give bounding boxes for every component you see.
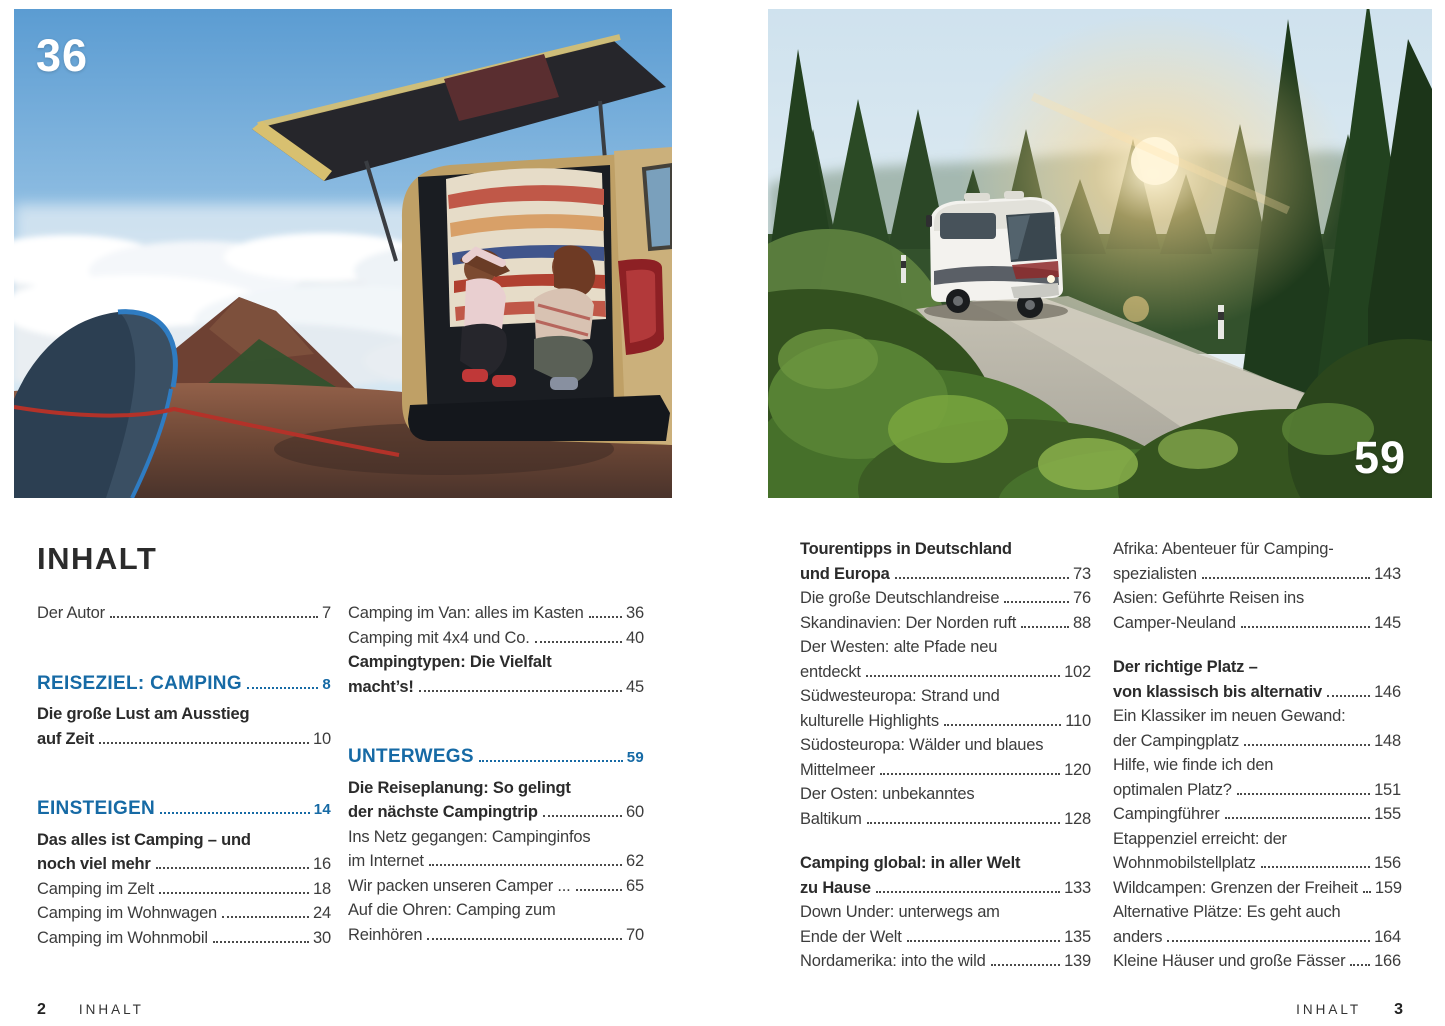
- dotted-leader: [1350, 964, 1370, 966]
- toc-entry: [348, 825, 644, 874]
- toc-entry: [37, 926, 331, 951]
- toc-entry: [800, 782, 1091, 831]
- toc-entry: [1113, 876, 1401, 901]
- toc-page-number: 60: [626, 803, 644, 821]
- footer-running-head-left: INHALT: [78, 1002, 144, 1017]
- toc-page-number: 102: [1064, 662, 1091, 681]
- dotted-leader: [576, 889, 623, 891]
- toc-entry: [800, 684, 1091, 733]
- toc-page-number: 59: [626, 749, 644, 766]
- camper-van-illustration: [14, 9, 672, 498]
- toc-entry: [800, 900, 1091, 949]
- dotted-leader: [867, 822, 1060, 824]
- dotted-leader: [535, 641, 622, 643]
- toc-entry-line: Campingtypen: Die Vielfalt: [348, 653, 552, 671]
- toc-entry-line: spezialisten 143: [1113, 562, 1401, 587]
- toc-title: INHALT: [37, 541, 158, 576]
- dotted-leader: [1241, 626, 1370, 628]
- toc-entry-line: Wildcampen: Grenzen der Freiheit 159: [1113, 876, 1401, 901]
- dotted-leader: [1261, 866, 1370, 868]
- dotted-leader: [589, 616, 622, 618]
- footer-right: [1296, 1001, 1403, 1019]
- toc-entry-line: Asien: Geführte Reisen ins: [1113, 589, 1305, 607]
- toc-page-number: 70: [626, 925, 644, 944]
- toc-page-number: 7: [322, 604, 331, 622]
- toc-entry: [800, 537, 1091, 586]
- dotted-leader: [1202, 577, 1370, 579]
- toc-page-number: 45: [626, 677, 644, 696]
- toc-entry-line: noch viel mehr 16: [37, 852, 331, 877]
- motorhome-illustration: [768, 9, 1432, 498]
- toc-entry: [800, 635, 1091, 684]
- toc-page-number: 76: [1073, 589, 1091, 607]
- toc-entry-line: von klassisch bis alternativ 146: [1113, 680, 1401, 705]
- toc-page-number: 36: [626, 604, 644, 622]
- dotted-leader: [156, 867, 309, 869]
- toc-page-number: 40: [626, 628, 644, 647]
- toc-page-number: 16: [313, 855, 331, 873]
- toc-entry: [348, 874, 644, 899]
- toc-entry-line: Die Reiseplanung: So gelingt: [348, 778, 571, 797]
- toc-entry-line: anders 164: [1113, 925, 1401, 950]
- dotted-leader: [991, 964, 1061, 966]
- toc-entry-line: Der Osten: unbekanntes: [800, 785, 975, 803]
- toc-entry: [37, 828, 331, 877]
- dotted-leader: [1237, 793, 1370, 795]
- dotted-leader: [543, 815, 622, 817]
- toc-entry-line: Ende der Welt 135: [800, 925, 1091, 950]
- toc-entry-line: Wir packen unseren Camper ... 65: [348, 874, 644, 899]
- footer-left: [37, 1001, 144, 1019]
- dotted-leader: [427, 938, 622, 940]
- toc-entry-line: Afrika: Abenteuer für Camping-: [1113, 540, 1334, 558]
- toc-entry-line: Ein Klassiker im neuen Gewand:: [1113, 707, 1346, 725]
- toc-entry-line: Camping mit 4x4 und Co. 40: [348, 626, 644, 651]
- toc-page-number: 135: [1064, 927, 1091, 946]
- toc-entry: [1113, 949, 1401, 974]
- toc-entry: [800, 611, 1091, 636]
- toc-entry-line: Mittelmeer 120: [800, 758, 1091, 783]
- toc-page-number: 14: [313, 801, 331, 818]
- dotted-leader: [160, 812, 310, 814]
- footer-page-number-left: 2: [37, 1001, 46, 1018]
- toc-page-number: 10: [313, 729, 331, 748]
- toc-entry-line: Tourentipps in Deutschland: [800, 540, 1012, 558]
- toc-column-3: [800, 537, 1091, 974]
- toc-entry: [1113, 900, 1401, 949]
- toc-entry-line: Camping im Wohnwagen 24: [37, 901, 331, 926]
- dotted-leader: [213, 941, 309, 943]
- toc-entry-line: Camping im Van: alles im Kasten 36: [348, 601, 644, 626]
- dotted-leader: [907, 940, 1060, 942]
- dotted-leader: [1363, 891, 1371, 893]
- toc-entry-line: Camping im Wohnmobil 30: [37, 926, 331, 951]
- toc-entry: [800, 949, 1091, 974]
- toc-section-header: UNTERWEGS 59: [348, 745, 644, 771]
- toc-entry-line: Die große Lust am Ausstieg: [37, 705, 250, 723]
- toc-entry: [1113, 827, 1401, 876]
- toc-entry: [800, 851, 1091, 900]
- toc-entry-line: Kleine Häuser und große Fässer 166: [1113, 949, 1401, 974]
- toc-page-number: 145: [1374, 613, 1401, 632]
- toc-page-number: 139: [1064, 952, 1091, 970]
- toc-page-number: 88: [1073, 613, 1091, 632]
- toc-entry-line: Südwesteuropa: Strand und: [800, 687, 1000, 705]
- toc-entry: [37, 877, 331, 902]
- page-footer: [37, 1001, 1403, 1019]
- dotted-leader: [880, 773, 1060, 775]
- dotted-leader: [159, 892, 309, 894]
- toc-entry-line: Südosteuropa: Wälder und blaues: [800, 736, 1044, 754]
- footer-running-head-right: INHALT: [1296, 1002, 1362, 1017]
- dotted-leader: [479, 760, 623, 762]
- toc-page-number: 18: [313, 879, 331, 898]
- toc-entry-line: Das alles ist Camping – und: [37, 830, 251, 849]
- toc-page-number: 133: [1064, 878, 1091, 897]
- toc-entry-line: Wohnmobilstellplatz 156: [1113, 851, 1401, 876]
- dotted-leader: [944, 724, 1061, 726]
- toc-entry-line: Baltikum 128: [800, 807, 1091, 832]
- toc-entry-line: Etappenziel erreicht: der: [1113, 829, 1287, 848]
- toc-entry-line: Camping global: in aller Welt: [800, 854, 1021, 872]
- dotted-leader: [1167, 940, 1370, 942]
- toc-entry-line: Die große Deutschlandreise 76: [800, 586, 1091, 611]
- toc-entry: [1113, 753, 1401, 802]
- toc-entry: [800, 586, 1091, 611]
- toc-page-number: 148: [1374, 731, 1401, 750]
- dotted-leader: [419, 690, 622, 692]
- toc-page-number: 24: [313, 904, 331, 922]
- toc-entry-line: Skandinavien: Der Norden ruft 88: [800, 611, 1091, 636]
- toc-entry-line: Alternative Plätze: Es geht auch: [1113, 903, 1341, 921]
- toc-page-number: 62: [626, 852, 644, 870]
- toc-page-number: 65: [626, 876, 644, 895]
- toc-entry: [37, 601, 331, 626]
- toc-page-number: 164: [1374, 927, 1401, 946]
- toc-entry-line: Hilfe, wie finde ich den: [1113, 756, 1274, 774]
- toc-entry-line: Der richtige Platz –: [1113, 658, 1258, 676]
- dotted-leader: [1021, 626, 1069, 628]
- toc-page-number: 8: [322, 675, 331, 693]
- toc-entry-line: Camping im Zelt 18: [37, 877, 331, 902]
- toc-entry-line: der nächste Campingtrip 60: [348, 800, 644, 825]
- toc-entry: [1113, 704, 1401, 753]
- footer-page-number-right: 3: [1394, 1001, 1403, 1018]
- toc-section-header: EINSTEIGEN 14: [37, 797, 331, 823]
- toc-entry-line: optimalen Platz? 151: [1113, 778, 1401, 803]
- toc-page-number: 120: [1064, 760, 1091, 779]
- dotted-leader: [222, 916, 309, 918]
- dotted-leader: [110, 616, 318, 618]
- toc-entry-line: Reinhören 70: [348, 923, 644, 948]
- toc-entry: [37, 901, 331, 926]
- toc-entry: [1113, 802, 1401, 827]
- toc-entry: [348, 650, 644, 699]
- toc-entry-line: Nordamerika: into the wild 139: [800, 949, 1091, 974]
- toc-page-number: 143: [1374, 564, 1401, 583]
- toc-entry: [348, 898, 644, 947]
- photo-motorhome-road: [768, 9, 1432, 498]
- toc-entry-line: Auf die Ohren: Camping zum: [348, 901, 556, 919]
- toc-entry: [800, 733, 1091, 782]
- toc-page-number: 155: [1374, 805, 1401, 823]
- toc-section-header: REISEZIEL: CAMPING 8: [37, 672, 331, 698]
- toc-page-number: 128: [1064, 809, 1091, 828]
- dotted-leader: [1327, 695, 1370, 697]
- toc-entry: [348, 626, 644, 651]
- toc-page-number: 30: [313, 928, 331, 947]
- photo-page-number-right: 59: [1353, 432, 1406, 483]
- toc-page-number: 159: [1374, 878, 1402, 897]
- dotted-leader: [99, 742, 309, 744]
- photo-camper-van-clouds: [14, 9, 672, 498]
- toc-entry-line: Camper-Neuland 145: [1113, 611, 1401, 636]
- toc-entry: [348, 776, 644, 825]
- dotted-leader: [1225, 817, 1371, 819]
- toc-entry: [1113, 537, 1401, 586]
- dotted-leader: [866, 675, 1060, 677]
- toc-entry-line: der Campingplatz 148: [1113, 729, 1401, 754]
- toc-column-1: [37, 601, 331, 950]
- toc-entry-line: zu Hause 133: [800, 876, 1091, 901]
- toc-entry-line: kulturelle Highlights 110: [800, 709, 1091, 734]
- dotted-leader: [247, 687, 318, 689]
- toc-entry-line: Ins Netz gegangen: Campinginfos: [348, 827, 591, 846]
- toc-entry-line: Campingführer 155: [1113, 802, 1401, 827]
- dotted-leader: [1004, 601, 1069, 603]
- toc-entry-line: im Internet 62: [348, 849, 644, 874]
- toc-entry: [37, 702, 331, 751]
- toc-entry-line: Down Under: unterwegs am: [800, 903, 1000, 921]
- toc-page-number: 110: [1065, 711, 1091, 730]
- toc-page-number: 73: [1073, 564, 1091, 583]
- toc-page-number: 146: [1374, 682, 1401, 701]
- toc-page-number: 156: [1374, 854, 1401, 872]
- toc-entry-line: macht’s! 45: [348, 675, 644, 700]
- toc-entry: [348, 601, 644, 626]
- toc-entry-line: und Europa 73: [800, 562, 1091, 587]
- toc-entry-line: entdeckt 102: [800, 660, 1091, 685]
- toc-page-number: 166: [1374, 952, 1401, 970]
- toc-entry: [1113, 655, 1401, 704]
- toc-entry-line: Der Westen: alte Pfade neu: [800, 638, 998, 656]
- photo-page-number-left: 36: [36, 30, 89, 81]
- toc-entry-line: Der Autor 7: [37, 601, 331, 626]
- toc-column-4: [1113, 537, 1401, 974]
- toc-page-number: 151: [1374, 780, 1401, 799]
- toc-entry: [1113, 586, 1401, 635]
- dotted-leader: [895, 577, 1069, 579]
- toc-column-2: [348, 601, 644, 947]
- dotted-leader: [876, 891, 1060, 893]
- toc-entry-line: auf Zeit 10: [37, 727, 331, 752]
- dotted-leader: [429, 864, 622, 866]
- dotted-leader: [1244, 744, 1370, 746]
